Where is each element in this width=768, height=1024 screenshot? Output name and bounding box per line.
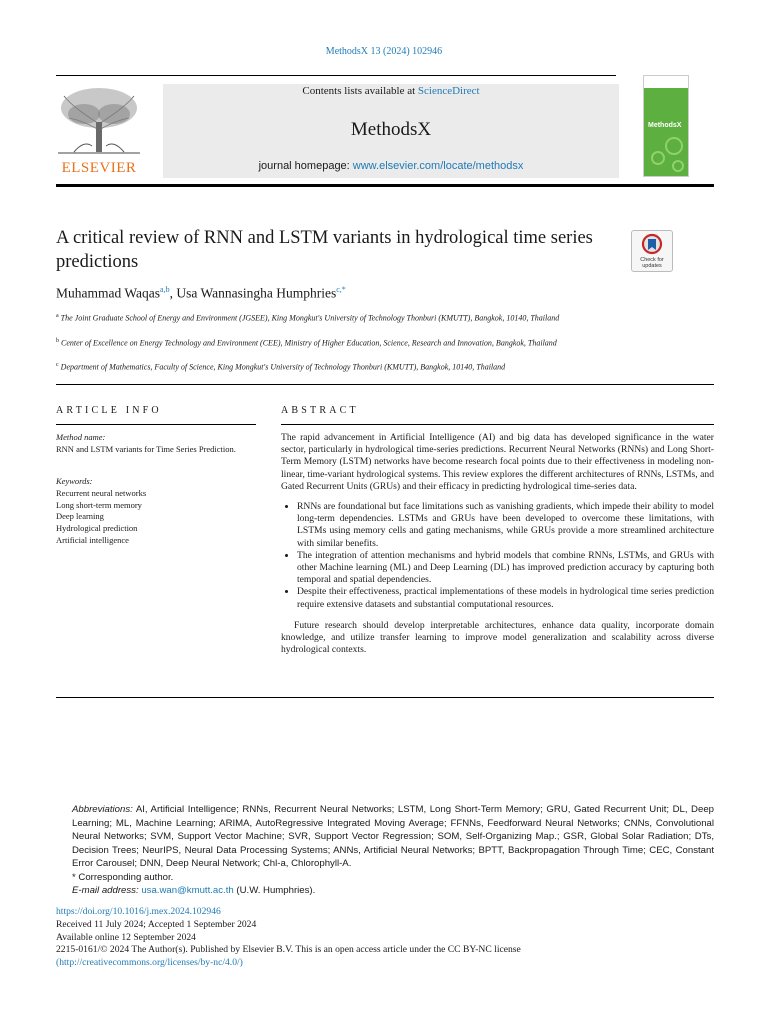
affiliation-mark: a — [56, 313, 59, 319]
homepage-link[interactable]: www.elsevier.com/locate/methodsx — [352, 160, 524, 172]
journal-cover[interactable] — [643, 75, 689, 177]
abbreviations-text: AI, Artificial Intelligence; RNNs, Recurrent Neural Networks; LSTM, Long Short-Term Memory; GRU, Gated Recurrent Unit; DL, Deep Learning; ML, Machine Learning; ARIMA, AutoRegressive Integrated Moving Average; FFNNs, Feedforward Neural Networks; CNNs, Convolutional Neural Networks; SVM, Support Vector Machine; SVR, Support Vector Regression; SOM, Self-Organizing Map.; GSR, Global Solar Radiation; DTs, Decision Trees; NeurIPS, Neural Data Processing Systems; ANNs, Artificial Neural Networks; BPTT, Backpropagation Through Time; CEC, Constant Error Carousel; DNN, Deep Neural Network; Chl-a, Chlorophyll-A. — [72, 804, 714, 869]
keyword: Long short-term memory — [56, 499, 142, 510]
abstract-future: Future research should develop interpretable architectures, enhance data quality, incorporate domain knowledge, and utilize transfer learning to improve model generalization and scalability across diverse hydrological contexts. — [281, 619, 714, 656]
contents-prefix: Contents lists available at — [302, 85, 418, 97]
article-info-heading: ARTICLE INFO — [56, 405, 162, 416]
journal-citation-link[interactable]: MethodsX 13 (2024) 102946 — [325, 46, 443, 57]
sciencedirect-link[interactable]: ScienceDirect — [417, 85, 480, 97]
keywords-block — [56, 476, 256, 547]
email-note — [56, 884, 714, 898]
received-dates: Received 11 July 2024; Accepted 1 September 2024 — [56, 918, 257, 930]
affiliation-mark: b — [56, 338, 59, 344]
header-rule — [56, 75, 616, 76]
publisher-name: ELSEVIER — [61, 160, 137, 176]
method-label: Method name: — [56, 432, 106, 442]
abstract-heading: ABSTRACT — [281, 405, 359, 416]
method-value: RNN and LSTM variants for Time Series Prediction. — [56, 443, 236, 454]
author-affil-mark[interactable]: a,b — [160, 285, 170, 294]
abbreviations — [56, 803, 714, 871]
online-date: Available online 12 September 2024 — [56, 931, 196, 943]
homepage-prefix: journal homepage: — [258, 160, 353, 172]
affiliation — [56, 336, 616, 349]
author-affil-mark[interactable]: c,* — [336, 285, 346, 294]
article-title: A critical review of RNN and LSTM variants in hydrological time series predictions — [56, 228, 593, 272]
affiliation-mark: c — [56, 362, 59, 368]
affiliation-text: The Joint Graduate School of Energy and Environment (JGSEE), King Mongkut's University of Technology Thonburi (KMUTT), Bangkok, 10140, Thailand — [60, 313, 560, 323]
author-separator: , — [169, 285, 177, 301]
author-list — [56, 285, 346, 302]
abstract-bullet: • The integration of attention mechanisms and hybrid models that combine RNNs, LSTMs, and GRUs with other Machine learning (ML) and Deep Learning (DL) has improved prediction accuracy by capturing both temporal and spatial dependencies. — [297, 550, 714, 587]
footnotes — [56, 803, 714, 898]
header-thick-rule — [56, 184, 714, 187]
abstract-bullet: • Despite their effectiveness, practical implementations of these models in hydrological time series prediction require extensive datasets and substantial computational resources. — [297, 586, 714, 610]
affiliation-text: Department of Mathematics, Faculty of Science, King Mongkut's University of Technology Thonburi (KMUTT), Bangkok, 10140, Thailand — [60, 362, 506, 372]
email-label: E-mail address: — [72, 885, 139, 896]
affiliation-text: Center of Excellence on Energy Technology and Environment (CEE), Ministry of Higher Education, Science, Research and Innovation, Bangkok, Thailand — [61, 338, 557, 348]
section-rule — [56, 384, 714, 385]
affiliation — [56, 311, 616, 324]
license-link[interactable]: (http://creativecommons.org/licenses/by-nc/4.0/) — [56, 957, 243, 969]
abbreviations-label: Abbreviations: — [72, 804, 133, 815]
check-for-updates-label: Check for updates — [640, 257, 664, 269]
abstract-bullets — [281, 501, 714, 611]
abstract-rule — [281, 424, 714, 425]
author-name[interactable]: Usa Wannasingha Humphries — [176, 285, 337, 301]
keyword: Deep learning — [56, 511, 104, 522]
keywords-label: Keywords: — [56, 476, 93, 486]
license-text: 2215-0161/© 2024 The Author(s). Published by Elsevier B.V. This is an open access article under the CC BY-NC license — [56, 944, 521, 956]
cover-title: MethodsX — [648, 122, 682, 129]
abstract-bullet: • RNNs are foundational but face limitations such as vanishing gradients, which impede their ability to model long-term dependencies. LSTMs and GRUs have been developed to overcome these limitations, with LSTMs using memory cells and gating mechanisms, while GRUs provide a more streamlined architecture with similar benefits. — [297, 501, 714, 550]
keyword: Artificial intelligence — [56, 534, 129, 545]
publication-info — [56, 906, 716, 970]
journal-name: MethodsX — [350, 119, 432, 140]
method-block — [56, 432, 256, 456]
corresponding-note: * Corresponding author. — [72, 871, 174, 883]
email-link[interactable]: usa.wan@kmutt.ac.th — [141, 885, 234, 896]
abstract-intro: The rapid advancement in Artificial Intelligence (AI) and big data has developed significance in the water sector, particularly in hydrological time-series predictions. Recurrent Neural Networks (RNNs) and Long Short-Term Memory (LSTM) networks have become research focal points due to their effectiveness in modeling non-linear, time-variant hydrological systems. This review explores the different architectures of RNNs, LSTMs, and Gated Recurrent Units (GRUs) and their efficacy in predicting hydrological time-series data. — [281, 432, 714, 492]
abstract-body — [281, 432, 714, 656]
info-rule — [56, 424, 256, 425]
contents-line — [163, 85, 619, 97]
affiliation — [56, 360, 616, 373]
abstract-end-rule — [56, 697, 714, 698]
keyword: Recurrent neural networks — [56, 487, 147, 498]
keyword: Hydrological prediction — [56, 523, 138, 534]
doi-link[interactable]: https://doi.org/10.1016/j.mex.2024.102946 — [56, 906, 221, 917]
journal-homepage — [163, 160, 619, 172]
email-owner: (U.W. Humphries). — [233, 885, 316, 896]
check-for-updates-button[interactable] — [631, 230, 673, 272]
author-name[interactable]: Muhammad Waqas — [56, 285, 161, 301]
